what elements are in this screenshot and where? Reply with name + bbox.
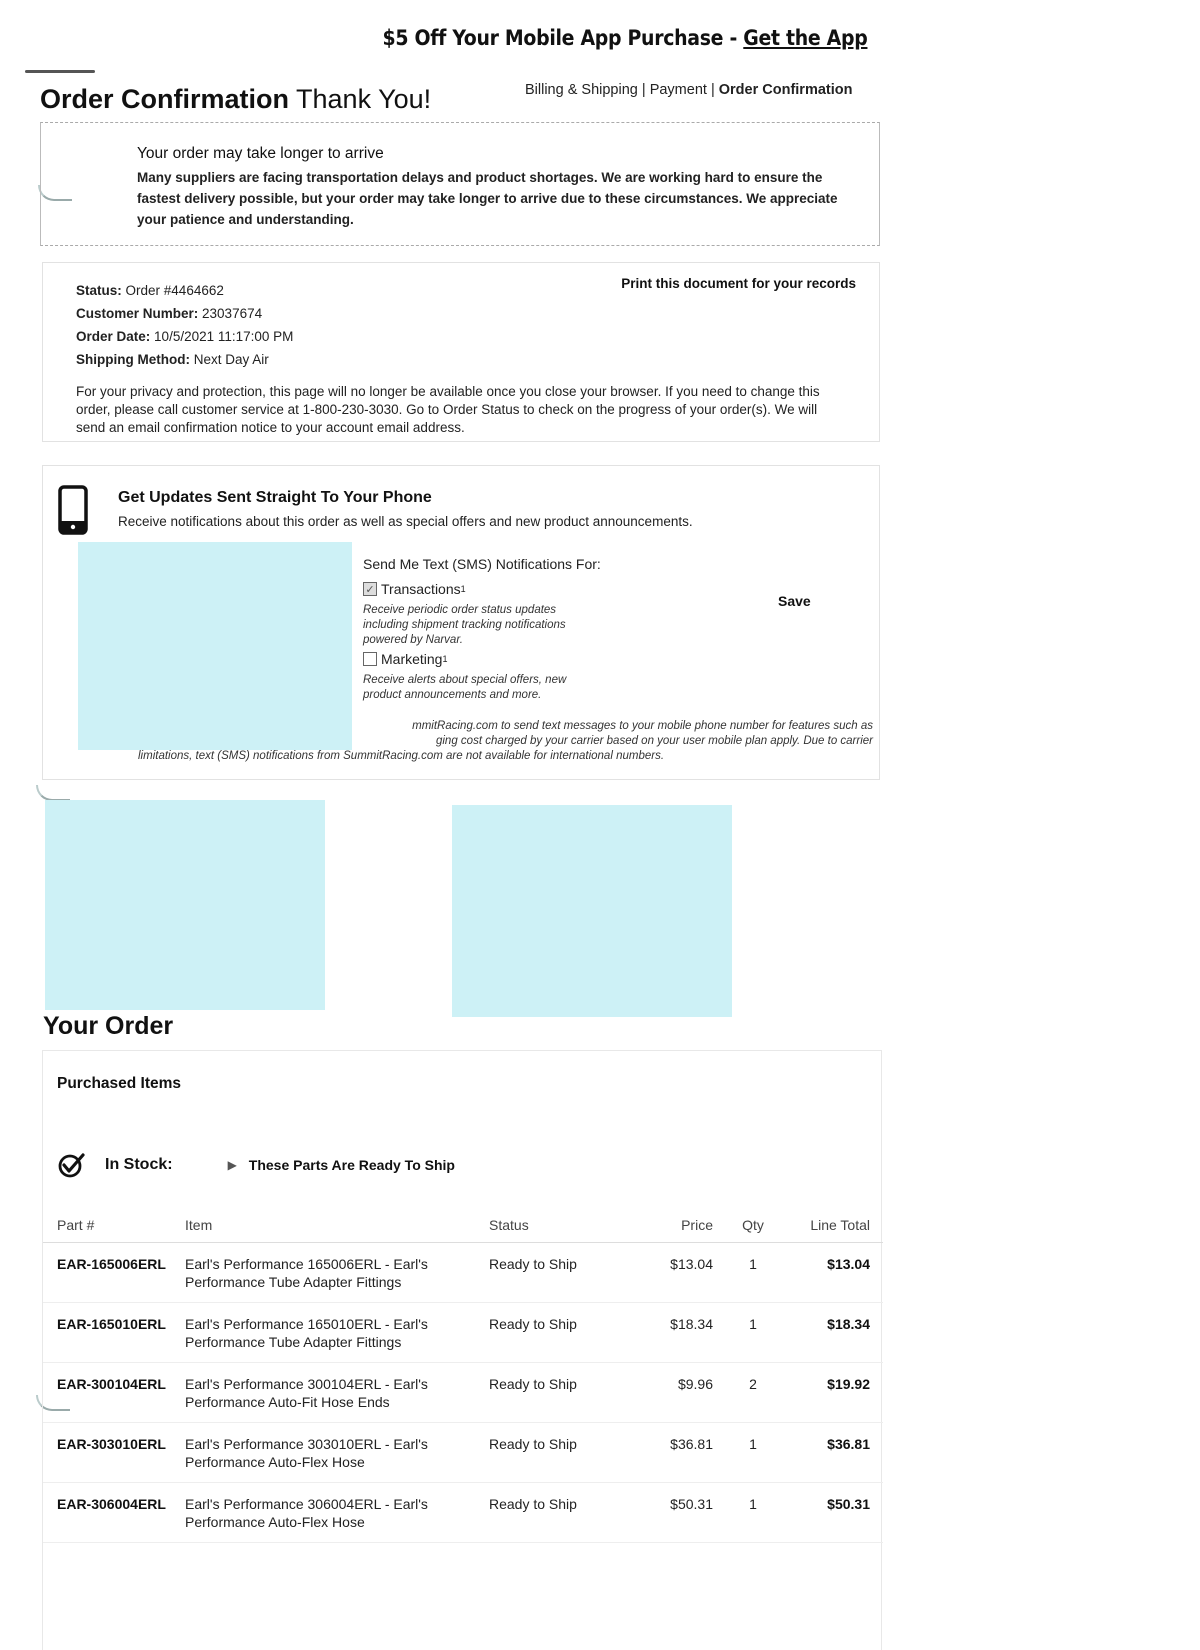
shipping-method-line <box>76 348 879 371</box>
in-stock-row <box>57 1151 455 1179</box>
line-total: $13.04 <box>827 1256 870 1272</box>
notice-heading: Your order may take longer to arrive <box>137 145 384 162</box>
redaction-patch <box>78 542 352 750</box>
punch-hole <box>36 785 70 801</box>
checkout-steps <box>525 82 852 98</box>
item-status: Ready to Ship <box>489 1376 577 1392</box>
transactions-option[interactable] <box>363 581 466 597</box>
customer-number: 23037674 <box>202 306 263 321</box>
marketing-description: Receive alerts about special offers, new product announcements and more. <box>363 674 567 701</box>
col-part: Part # <box>57 1217 95 1233</box>
shipping-method-label: Shipping Method: <box>76 352 190 367</box>
item-line: Performance Tube Adapter Fittings <box>185 1274 402 1290</box>
page-title-thanks: Thank You! <box>296 84 432 114</box>
play-arrow-icon: ▶ <box>227 1158 237 1172</box>
ready-to-ship-label: These Parts Are Ready To Ship <box>248 1157 455 1173</box>
table-row <box>43 1303 883 1363</box>
sms-send-label: Send Me Text (SMS) Notifications For: <box>363 556 601 572</box>
order-date: 10/5/2021 11:17:00 PM <box>154 329 294 344</box>
scan-mark <box>25 70 95 73</box>
marketing-label: Marketing <box>381 651 443 667</box>
purchased-items-panel <box>42 1050 882 1650</box>
item-line: Earl's Performance 306004ERL - Earl's <box>185 1496 428 1512</box>
order-status-panel <box>42 262 880 442</box>
part-number: EAR-306004ERL <box>57 1496 166 1512</box>
promo-text: $5 Off Your Mobile App Purchase - <box>382 26 744 50</box>
part-number: EAR-165006ERL <box>57 1256 166 1272</box>
item-line: Performance Auto-Fit Hose Ends <box>185 1394 390 1410</box>
disclaimer-line: limitations, text (SMS) notifications from SummitRacing.com are not available for international numbers. <box>138 750 665 762</box>
order-date-label: Order Date: <box>76 329 151 344</box>
col-price: Price <box>681 1217 713 1233</box>
step-billing: Billing & Shipping <box>525 82 638 98</box>
item-price: $50.31 <box>670 1496 713 1512</box>
marketing-option[interactable] <box>363 651 447 667</box>
item-price: $9.96 <box>677 1376 713 1392</box>
table-row <box>43 1363 883 1423</box>
item-qty: 1 <box>749 1436 757 1452</box>
delay-notice <box>40 122 880 246</box>
item-line: Performance Auto-Flex Hose <box>185 1514 365 1530</box>
item-description <box>185 1315 465 1351</box>
shipping-method: Next Day Air <box>193 352 269 367</box>
item-status: Ready to Ship <box>489 1436 577 1452</box>
line-total: $36.81 <box>827 1436 870 1452</box>
step-separator: | <box>706 82 719 98</box>
item-line: Earl's Performance 303010ERL - Earl's <box>185 1436 428 1452</box>
col-line-total: Line Total <box>810 1217 870 1233</box>
item-price: $36.81 <box>670 1436 713 1452</box>
transactions-description: Receive periodic order status updates including shipment tracking notifications powered by Narvar. <box>363 604 566 646</box>
your-order-heading: Your Order <box>43 1012 174 1040</box>
item-qty: 1 <box>749 1256 757 1272</box>
customer-number-label: Customer Number: <box>76 306 199 321</box>
step-confirmation: Order Confirmation <box>718 82 853 98</box>
promo-banner <box>0 26 1200 50</box>
part-number: EAR-165010ERL <box>57 1316 166 1332</box>
col-qty: Qty <box>742 1217 764 1233</box>
check-circle-icon <box>57 1151 85 1179</box>
disclaimer-line: mmitRacing.com to send text messages to your mobile phone number for features such as <box>412 720 873 732</box>
item-price: $13.04 <box>670 1256 713 1272</box>
part-number: EAR-300104ERL <box>57 1376 166 1392</box>
get-app-link[interactable]: Get the App <box>743 26 868 50</box>
marketing-footnote: 1 <box>442 654 448 664</box>
page-title <box>40 84 431 115</box>
table-row <box>43 1243 883 1303</box>
table-row <box>43 1423 883 1483</box>
order-number: Order #4464662 <box>125 283 224 298</box>
item-qty: 1 <box>749 1316 757 1332</box>
step-payment: Payment <box>649 82 707 98</box>
sms-title: Get Updates Sent Straight To Your Phone <box>118 489 432 506</box>
item-line: Performance Auto-Flex Hose <box>185 1454 365 1470</box>
phone-icon <box>58 485 88 535</box>
item-description <box>185 1375 465 1411</box>
item-description <box>185 1435 465 1471</box>
redaction-patch <box>452 805 732 1017</box>
item-line: Earl's Performance 300104ERL - Earl's <box>185 1376 428 1392</box>
line-total: $50.31 <box>827 1496 870 1512</box>
in-stock-label: In Stock: <box>105 1156 173 1173</box>
privacy-notice: For your privacy and protection, this page will no longer be available once you close your browser. If you need to change this order, please call customer service at 1-800-230-3030. Go to Order Status to check on the progress of your order(s). We will send an email confirmation notice to your account email address. <box>76 384 820 435</box>
item-status: Ready to Ship <box>489 1496 577 1512</box>
save-button[interactable]: Save <box>778 593 811 609</box>
part-number: EAR-303010ERL <box>57 1436 166 1452</box>
table-row <box>43 1483 883 1543</box>
item-qty: 1 <box>749 1496 757 1512</box>
order-items-table <box>43 1201 883 1543</box>
item-description <box>185 1495 465 1531</box>
print-link[interactable]: Print this document for your records <box>621 276 856 291</box>
page-title-bold: Order Confirmation <box>40 84 290 114</box>
item-line: Earl's Performance 165006ERL - Earl's <box>185 1256 428 1272</box>
table-header <box>43 1201 883 1243</box>
item-price: $18.34 <box>670 1316 713 1332</box>
redaction-patch <box>45 800 325 1010</box>
line-total: $19.92 <box>827 1376 870 1392</box>
item-status: Ready to Ship <box>489 1316 577 1332</box>
status-label: Status: <box>76 283 122 298</box>
transactions-footnote: 1 <box>460 584 466 594</box>
notice-body: Many suppliers are facing transportation delays and product shortages. We are working hard to ensure the fastest delivery possible, but your order may take longer to arrive due to these circumstances. We appreciate your patience and understanding. <box>137 170 838 227</box>
disclaimer-line: ging cost charged by your carrier based on your user mobile plan apply. Due to carrier <box>435 735 873 747</box>
item-status: Ready to Ship <box>489 1256 577 1272</box>
item-line: Performance Tube Adapter Fittings <box>185 1334 402 1350</box>
col-status: Status <box>489 1217 529 1233</box>
transactions-label: Transactions <box>381 581 461 597</box>
sms-subtitle: Receive notifications about this order as well as special offers and new product announcements. <box>118 514 693 529</box>
purchased-items-label: Purchased Items <box>57 1075 182 1092</box>
item-qty: 2 <box>749 1376 757 1392</box>
item-line: Earl's Performance 165010ERL - Earl's <box>185 1316 428 1332</box>
marketing-checkbox[interactable] <box>363 652 377 666</box>
col-item: Item <box>185 1217 213 1233</box>
customer-number-line <box>76 302 879 325</box>
transactions-checkbox[interactable]: ✓ <box>363 582 377 596</box>
order-date-line <box>76 325 879 348</box>
item-description <box>185 1255 465 1291</box>
step-separator: | <box>637 82 650 98</box>
line-total: $18.34 <box>827 1316 870 1332</box>
